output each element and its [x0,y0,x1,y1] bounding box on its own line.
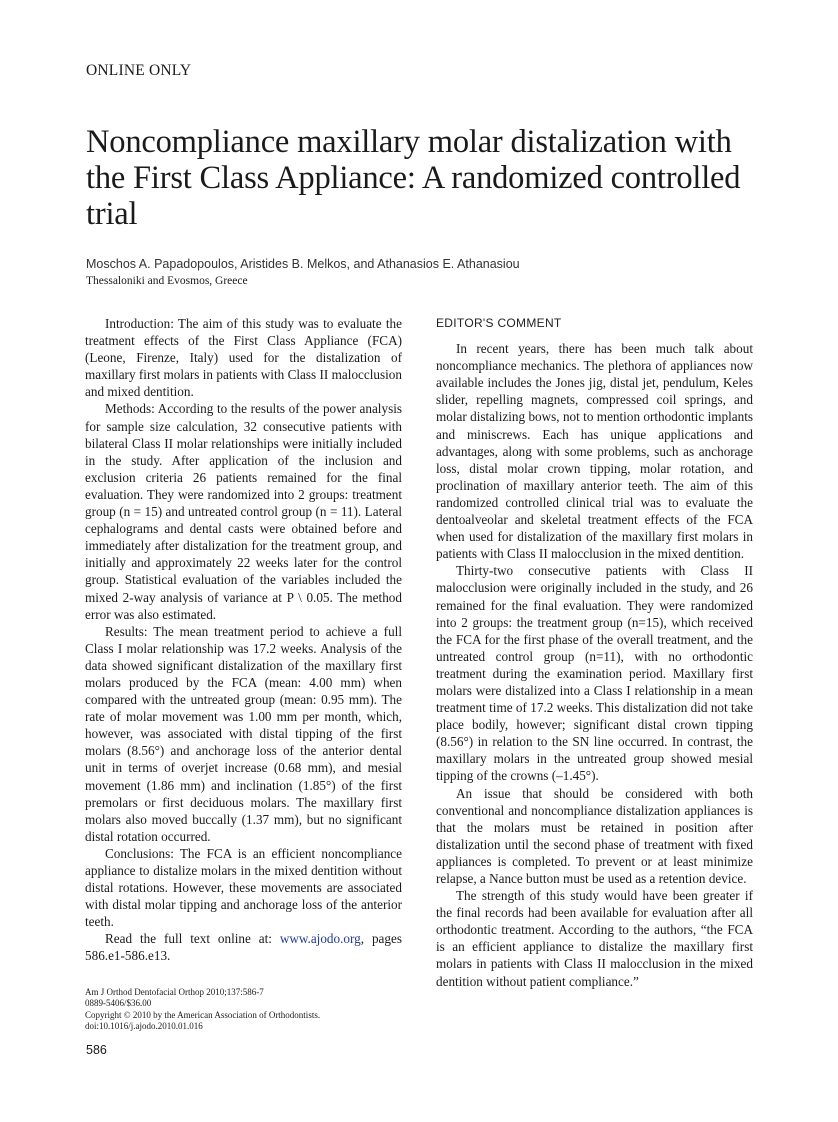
issn: 0889-5406/$36.00 [85,998,152,1009]
article-title: Noncompliance maxillary molar distalization with the First Class Appliance: A randomized controlled trial [86,124,741,232]
section-label: ONLINE ONLY [86,62,192,79]
read-full-text [85,930,402,964]
affiliation: Thessaloniki and Evosmos, Greece [86,275,248,287]
doi: doi:10.1016/j.ajodo.2010.01.016 [85,1021,203,1032]
read-full-text-prefix: Read the full text online at: [105,931,280,947]
abstract-column [85,315,402,1033]
editor-comment-column [436,315,753,990]
editor-comment-paragraph: The strength of this study would have been greater if the final records had been available for evaluation after all orthodontic treatment. According to the authors, “the FCA is an efficient appliance to distalize the maxillary first molars in patients with Class II malocclusion in the mixed dentition without patient compliance.” [436,888,753,989]
editor-comment-heading: EDITOR'S COMMENT [436,316,562,330]
abstract-methods: Methods: According to the results of the power analysis for sample size calculation, 32 consecutive patients with bilateral Class II molar relationships were initially included in the study. After application of the inclusion and exclusion criteria 26 patients remained for the final evaluation. They were randomized into 2 groups: treatment group (n = 15) and untreated control group (n = 11). Lateral cephalograms and dental casts were obtained before and immediately after distalization for the treatment group, and initially and approximately 22 weeks later for the control group. Statistical evaluation of the variables included the mixed 2-way analysis of variance at P \ 0.05. The method error was also estimated. [85,401,402,622]
abstract-introduction: Introduction: The aim of this study was to evaluate the treatment effects of the First Class Appliance (FCA) (Leone, Firenze, Italy) used for the distalization of maxillary first molars in patients with Class II malocclusion and mixed dentition. [85,316,402,400]
journal-citation: Am J Orthod Dentofacial Orthop 2010;137:586-7 [85,986,264,997]
editor-comment-paragraph: An issue that should be considered with both conventional and noncompliance distalization appliances is that the molars must be retained in position after distalization until the second phase of treatment with fixed appliances is completed. To prevent or at least minimize relapse, a Nance button must be used as a retention device. [436,785,753,886]
read-full-text-suffix: , pages 586.e1-586.e13. [85,931,402,964]
footnote [85,987,402,1033]
copyright: Copyright © 2010 by the American Association of Orthodontists. [85,1009,321,1020]
abstract-results: Results: The mean treatment period to achieve a full Class I molar relationship was 17.2 weeks. Analysis of the data showed significant distalization of the maxillary first molars produced by the FCA (mean: 4.00 mm) when compared with the untreated group (mean: 0.95 mm). The rate of molar movement was 1.00 mm per month, which, however, was associated with distal tipping of the first molars (8.56°) and anchorage loss of the anterior dental unit in terms of overjet increase (0.68 mm), and mesial movement (1.86 mm) and inclination (1.85°) of the first premolars or first deciduous molars. The maxillary first molars also moved buccally (1.37 mm), but no significant distal rotation occurred. [85,623,402,844]
abstract-conclusions: Conclusions: The FCA is an efficient noncompliance appliance to distalize molars in the mixed dentition without distal rotations. However, these movements are associated with distal molar tipping and anchorage loss of the anterior teeth. [85,845,402,930]
editor-comment-paragraph: In recent years, there has been much talk about noncompliance mechanics. The plethora of appliances now available includes the Jones jig, distal jet, pendulum, Keles slider, repelling magnets, compressed coil springs, and molar distalizing bows, not to mention orthodontic implants and miniscrews. Each has unique applications and advantages, along with some problems, such as anchorage loss, distal molar crown tipping, molar rotation, and proclination of maxillary anterior teeth. The aim of this randomized controlled clinical trial was to evaluate the dentoalveolar and skeletal treatment effects of the FCA when used for distalization of the maxillary first molars in patients with Class II malocclusion in the mixed dentition. [436,341,753,562]
editor-comment-paragraph: Thirty-two consecutive patients with Class II malocclusion were originally included in the study, and 26 remained for the final evaluation. They were randomized into 2 groups: the treatment group (n=15), which received the FCA for the first phase of the overall treatment, and the untreated control group (n=11), with no orthodontic treatment during the examination period. Maxillary first molars were distalized into a Class I relationship in a mean treatment time of 17.2 weeks. This distalization did not take place bodily, however; significant distal crown tipping (8.56°) in relation to the SN line occurred. In contrast, the maxillary molars in the untreated group showed mesial tipping of the crowns (–1.45°). [436,563,753,784]
ajodo-link[interactable]: www.ajodo.org [279,931,361,947]
author-list: Moschos A. Papadopoulos, Aristides B. Melkos, and Athanasios E. Athanasiou [86,257,520,271]
page-number: 586 [86,1043,107,1057]
